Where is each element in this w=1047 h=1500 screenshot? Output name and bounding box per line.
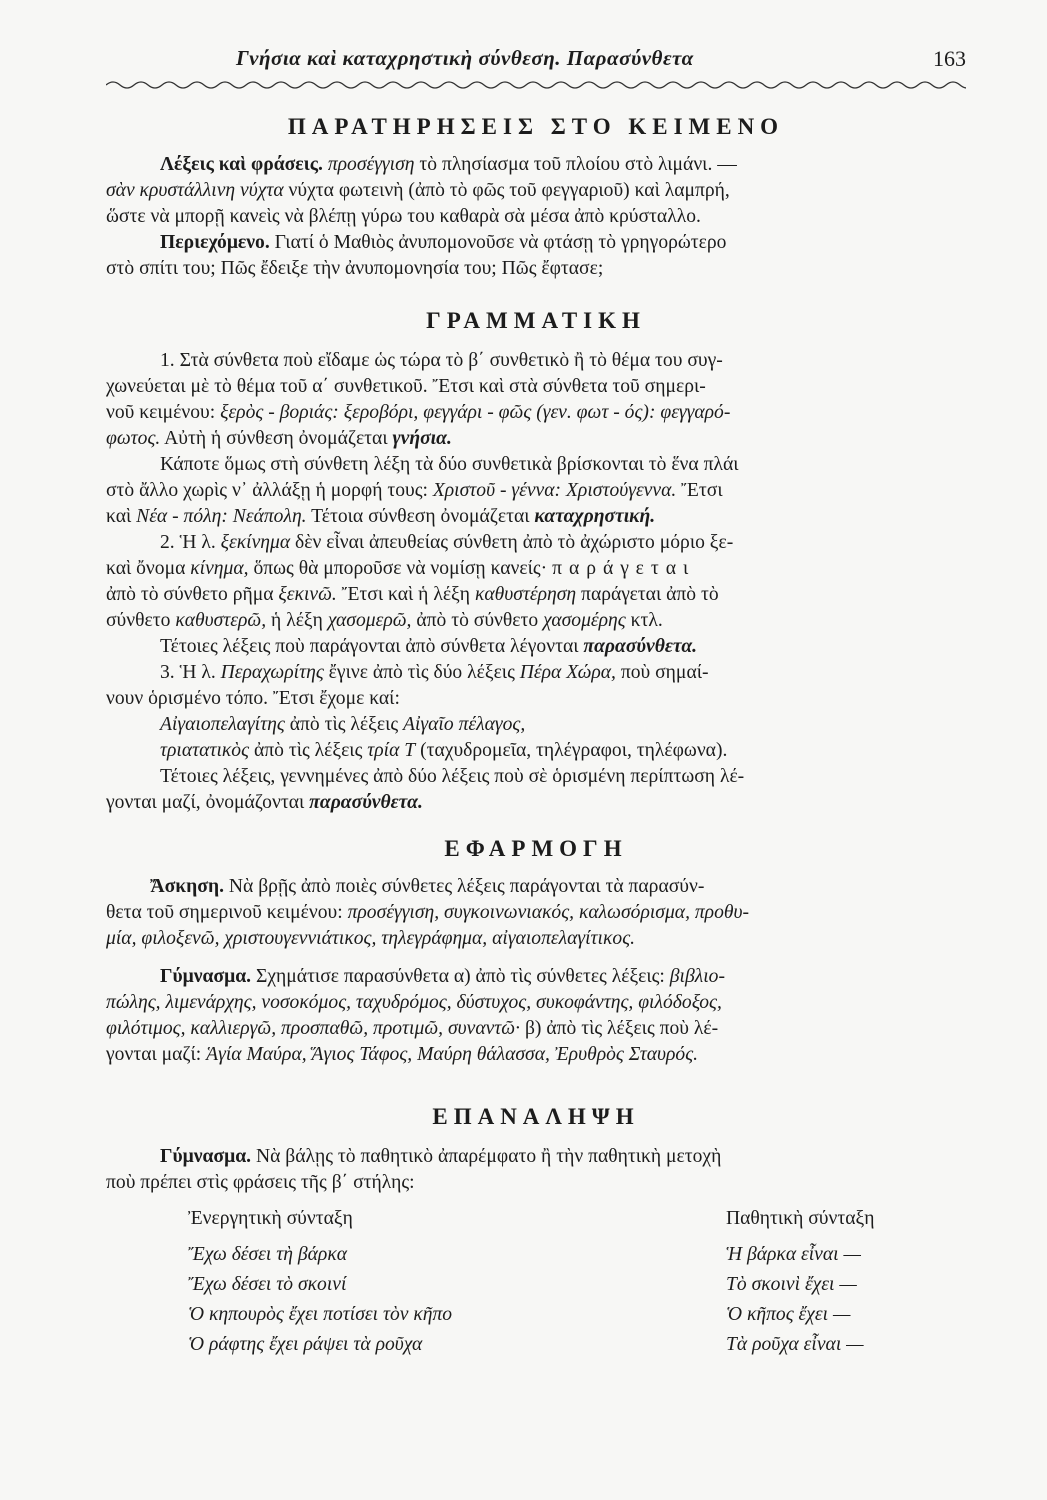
text-line xyxy=(106,738,966,764)
section-title-grammar: ΓΡΑΜΜΑΤΙΚΗ xyxy=(426,308,646,333)
application-section xyxy=(106,874,966,1068)
text-line xyxy=(106,178,966,204)
text-run: Πέρα Χώρα, xyxy=(519,662,616,683)
text-line xyxy=(106,530,966,556)
text-run: προσέγγιση xyxy=(327,154,415,175)
text-run: ἀπὸ τὸ σύνθετο xyxy=(411,610,544,631)
text-run: Γιατί ὁ Μαθιὸς ἀνυπομονοῦσε νὰ φτάσῃ τὸ γρηγορώτερο xyxy=(269,232,727,253)
text-run: καθυστερῶ, xyxy=(175,610,267,631)
text-line xyxy=(106,634,966,660)
active-phrase: Ἔχω δέσει τὴ βάρκα xyxy=(188,1244,348,1265)
text-line xyxy=(106,1144,966,1170)
text-run: δὲν εἶναι ἀπευθείας σύνθετη ἀπὸ τὸ ἀχώριστο μόριο ξε- xyxy=(290,532,734,553)
text-run: καὶ ὄνομα xyxy=(106,558,191,579)
text-run: Ἔτσι καὶ ἡ λέξη xyxy=(336,584,475,605)
run-label: Γύμνασμα. xyxy=(160,966,252,987)
text-line: 1. Στὰ σύνθετα ποὺ εἴδαμε ὡς τώρα τὸ β΄ συνθετικὸ ἢ τὸ θέμα του συγ- xyxy=(160,350,723,371)
text-run: νοῦ κειμένου: xyxy=(106,402,221,423)
text-run: 3. Ἡ λ. xyxy=(160,662,221,683)
active-phrase: Ὁ κηπουρὸς ἔχει ποτίσει τὸν κῆπο xyxy=(188,1304,453,1325)
text-run: παράγεται ἀπὸ τὸ xyxy=(576,584,719,605)
passive-phrase: Τὸ σκοινὶ ἔχει — xyxy=(726,1274,857,1295)
text-run: Ἔτσι xyxy=(676,480,723,501)
text-run: θετα τοῦ σημερινοῦ κειμένου: xyxy=(106,902,348,923)
text-run: σύνθετο xyxy=(106,610,176,631)
text-run: ξεκινῶ. xyxy=(278,584,337,605)
text-run: Αἰγαιοπελαγίτης xyxy=(160,714,285,735)
text-run: ὅπως θὰ μποροῦσε νὰ νομίσῃ κανείς· xyxy=(248,558,553,579)
text-line xyxy=(106,660,966,686)
text-line xyxy=(106,230,966,256)
text-run: νύχτα φωτεινὴ (ἀπὸ τὸ φῶς τοῦ φεγγαριοῦ) καὶ λαμπρή, xyxy=(283,180,730,201)
text-line: ποὺ πρέπει στὶς φράσεις τῆς β΄ στήλης: xyxy=(106,1172,415,1193)
text-line xyxy=(106,556,966,582)
page-header xyxy=(106,40,966,84)
text-run: Αἰγαῖο πέλαγος, xyxy=(403,714,526,735)
grammar-section xyxy=(106,348,966,816)
table-row xyxy=(106,1334,966,1364)
text-line xyxy=(106,964,966,990)
text-line xyxy=(106,1016,966,1042)
text-line: μία, φιλοξενῶ, χριστουγεννιάτικος, τηλεγράφημα, αἰγαιοπελαγίτικος. xyxy=(106,928,636,949)
text-line xyxy=(106,712,966,738)
text-run: ἡ λέξη xyxy=(266,610,328,631)
text-run: τριατατικὸς xyxy=(160,740,250,761)
text-run: ξεκίνημα xyxy=(220,532,291,553)
text-run: φιλότιμος, καλλιεργῶ, προσπαθῶ, προτιμῶ, συναντῶ· xyxy=(106,1018,521,1039)
text-run: 2. Ἡ λ. xyxy=(160,532,221,553)
wavy-rule xyxy=(106,78,966,92)
text-run: (ταχυδρομεῖα, τηλέγραφοι, τηλέφωνα). xyxy=(415,740,728,761)
text-run: γονται μαζί: xyxy=(106,1044,207,1065)
text-run: στὸ ἄλλο χωρὶς ν᾿ ἀλλάξῃ ἡ μορφή τους: xyxy=(106,480,433,501)
table-header-row xyxy=(106,1208,966,1238)
text-line: Τέτοιες λέξεις, γεννημένες ἀπὸ δύο λέξεις ποὺ σὲ ὁρισμένη περίπτωση λέ- xyxy=(160,766,745,787)
text-line: Κάποτε ὅμως στὴ σύνθετη λέξη τὰ δύο συνθετικὰ βρίσκονται τὸ ἕνα πλάι xyxy=(160,454,739,475)
text-run: γνήσια. xyxy=(392,428,452,449)
text-line: πώλης, λιμενάρχης, νοσοκόμος, ταχυδρόμος, δύστυχος, συκοφάντης, φιλόδοξος, xyxy=(106,992,722,1013)
text-line xyxy=(106,1042,966,1068)
run-label: Λέξεις καὶ φράσεις. xyxy=(160,154,323,175)
text-run: Νὰ βρῇς ἀπὸ ποιὲς σύνθετες λέξεις παράγονται τὰ παρασύν- xyxy=(223,876,705,897)
text-line: ὥστε νὰ μπορῇ κανεὶς νὰ βλέπῃ γύρω του καθαρὰ σὰ μέσα ἀπὸ κρύσταλλο. xyxy=(106,206,701,227)
table-row xyxy=(106,1244,966,1274)
notes-section xyxy=(106,152,966,282)
text-run: χασομέρης xyxy=(543,610,626,631)
text-run: προσέγγιση, συγκοινωνιακός, καλωσόρισμα, προθυ- xyxy=(347,902,750,923)
text-line xyxy=(106,608,966,634)
section-title-notes: ΠΑΡΑΤΗΡΗΣΕΙΣ ΣΤΟ ΚΕΙΜΕΝΟ xyxy=(287,114,785,139)
book-page xyxy=(106,40,966,1364)
review-section xyxy=(106,1144,966,1364)
text-line xyxy=(106,152,966,178)
text-run: κτλ. xyxy=(625,610,663,631)
text-run: Τέτοια σύνθεση ὀνομάζεται xyxy=(306,506,535,527)
text-line xyxy=(106,582,966,608)
text-run: ἀπὸ τὶς λέξεις xyxy=(284,714,404,735)
text-run: καθυστέρηση xyxy=(474,584,577,605)
active-phrase: Ἔχω δέσει τὸ σκοινί xyxy=(188,1274,347,1295)
text-run: Χριστοῦ - γέννα: Χριστούγεννα. xyxy=(432,480,677,501)
text-run: τρία Τ xyxy=(367,740,416,761)
text-run: φωτος. xyxy=(106,428,161,449)
text-run: ἀπὸ τὶς λέξεις xyxy=(249,740,368,761)
text-run: Αὐτὴ ἡ σύνθεση ὀνομάζεται xyxy=(160,428,393,449)
page-number: 163 xyxy=(933,46,966,71)
text-line xyxy=(106,790,966,816)
text-run: ἀπὸ τὸ σύνθετο ρῆμα xyxy=(106,584,279,605)
active-phrase: Ὁ ράφτης ἔχει ράψει τὰ ροῦχα xyxy=(188,1334,423,1355)
text-run: Νὰ βάλῃς τὸ παθητικὸ ἀπαρέμφατο ἢ τὴν παθητικὴ μετοχὴ xyxy=(251,1146,722,1167)
column-header-passive: Παθητικὴ σύνταξη xyxy=(726,1208,875,1229)
text-line: νουν ὁρισμένο τόπο. Ἔτσι ἔχομε καί: xyxy=(106,688,400,709)
text-line: στὸ σπίτι του; Πῶς ἔδειξε τὴν ἀνυπομονησία του; Πῶς ἔφτασε; xyxy=(106,258,604,279)
text-run: καταχρηστική. xyxy=(534,506,656,527)
text-run: Σχημάτισε παρασύνθετα α) ἀπὸ τὶς σύνθετες λέξεις: xyxy=(251,966,670,987)
section-title-review: ΕΠΑΝΑΛΗΨΗ xyxy=(432,1104,640,1129)
run-label: Γύμνασμα. xyxy=(160,1146,252,1167)
run-label: Περιεχόμενο. xyxy=(160,232,270,253)
section-title-application: ΕΦΑΡΜΟΓΗ xyxy=(444,836,628,861)
run-label: Ἄσκηση. xyxy=(150,876,224,897)
text-run: ἔγινε ἀπὸ τὶς δύο λέξεις xyxy=(323,662,520,683)
text-run: γονται μαζί, ὀνομάζονται xyxy=(106,792,310,813)
column-header-active: Ἐνεργητικὴ σύνταξη xyxy=(188,1208,353,1229)
text-run: παρασύνθετα. xyxy=(583,636,698,657)
text-run: τὸ πλησίασμα τοῦ πλοίου στὸ λιμάνι. — xyxy=(414,154,737,175)
text-run: καὶ xyxy=(106,506,137,527)
text-run: ποὺ σημαί- xyxy=(615,662,709,683)
text-run: Τέτοιες λέξεις ποὺ παράγονται ἀπὸ σύνθετα λέγονται xyxy=(160,636,584,657)
text-run: β) ἀπὸ τὶς λέξεις ποὺ λέ- xyxy=(520,1018,719,1039)
passive-phrase: Ἡ βάρκα εἶναι — xyxy=(726,1244,861,1265)
text-run: Περαχωρίτης xyxy=(220,662,324,683)
text-line: χωνεύεται μὲ τὸ θέμα τοῦ α΄ συνθετικοῦ. Ἔτσι καὶ στὰ σύνθετα τοῦ σημερι- xyxy=(106,376,706,397)
text-line xyxy=(106,478,966,504)
passive-phrase: Τὰ ροῦχα εἶναι — xyxy=(726,1334,864,1355)
table-row xyxy=(106,1274,966,1304)
text-run: παράγεται xyxy=(552,558,696,579)
text-run: κίνημα, xyxy=(190,558,249,579)
text-line xyxy=(106,874,966,900)
text-run: Νέα - πόλη: Νεάπολη. xyxy=(136,506,307,527)
text-line xyxy=(106,900,966,926)
text-run: παρασύνθετα. xyxy=(309,792,423,813)
text-line xyxy=(106,400,966,426)
text-run: χασομερῶ, xyxy=(327,610,412,631)
text-run: ξερὸς - βοριάς: ξεροβόρι, φεγγάρι - φῶς (γεν. φωτ - ός): φεγγαρό- xyxy=(220,402,731,423)
text-line xyxy=(106,426,966,452)
text-line xyxy=(106,504,966,530)
text-run: βιβλιο- xyxy=(669,966,725,987)
passive-phrase: Ὁ κῆπος ἔχει — xyxy=(726,1304,851,1325)
text-run: σὰν κρυστάλλινη νύχτα xyxy=(106,180,284,201)
running-title: Γνήσια καὶ καταχρηστικὴ σύνθεση. Παρασύνθετα xyxy=(236,46,694,70)
table-row xyxy=(106,1304,966,1334)
text-run: Ἁγία Μαύρα, Ἅγιος Τάφος, Μαύρη θάλασσα, Ἐρυθρὸς Σταυρός. xyxy=(206,1044,699,1065)
